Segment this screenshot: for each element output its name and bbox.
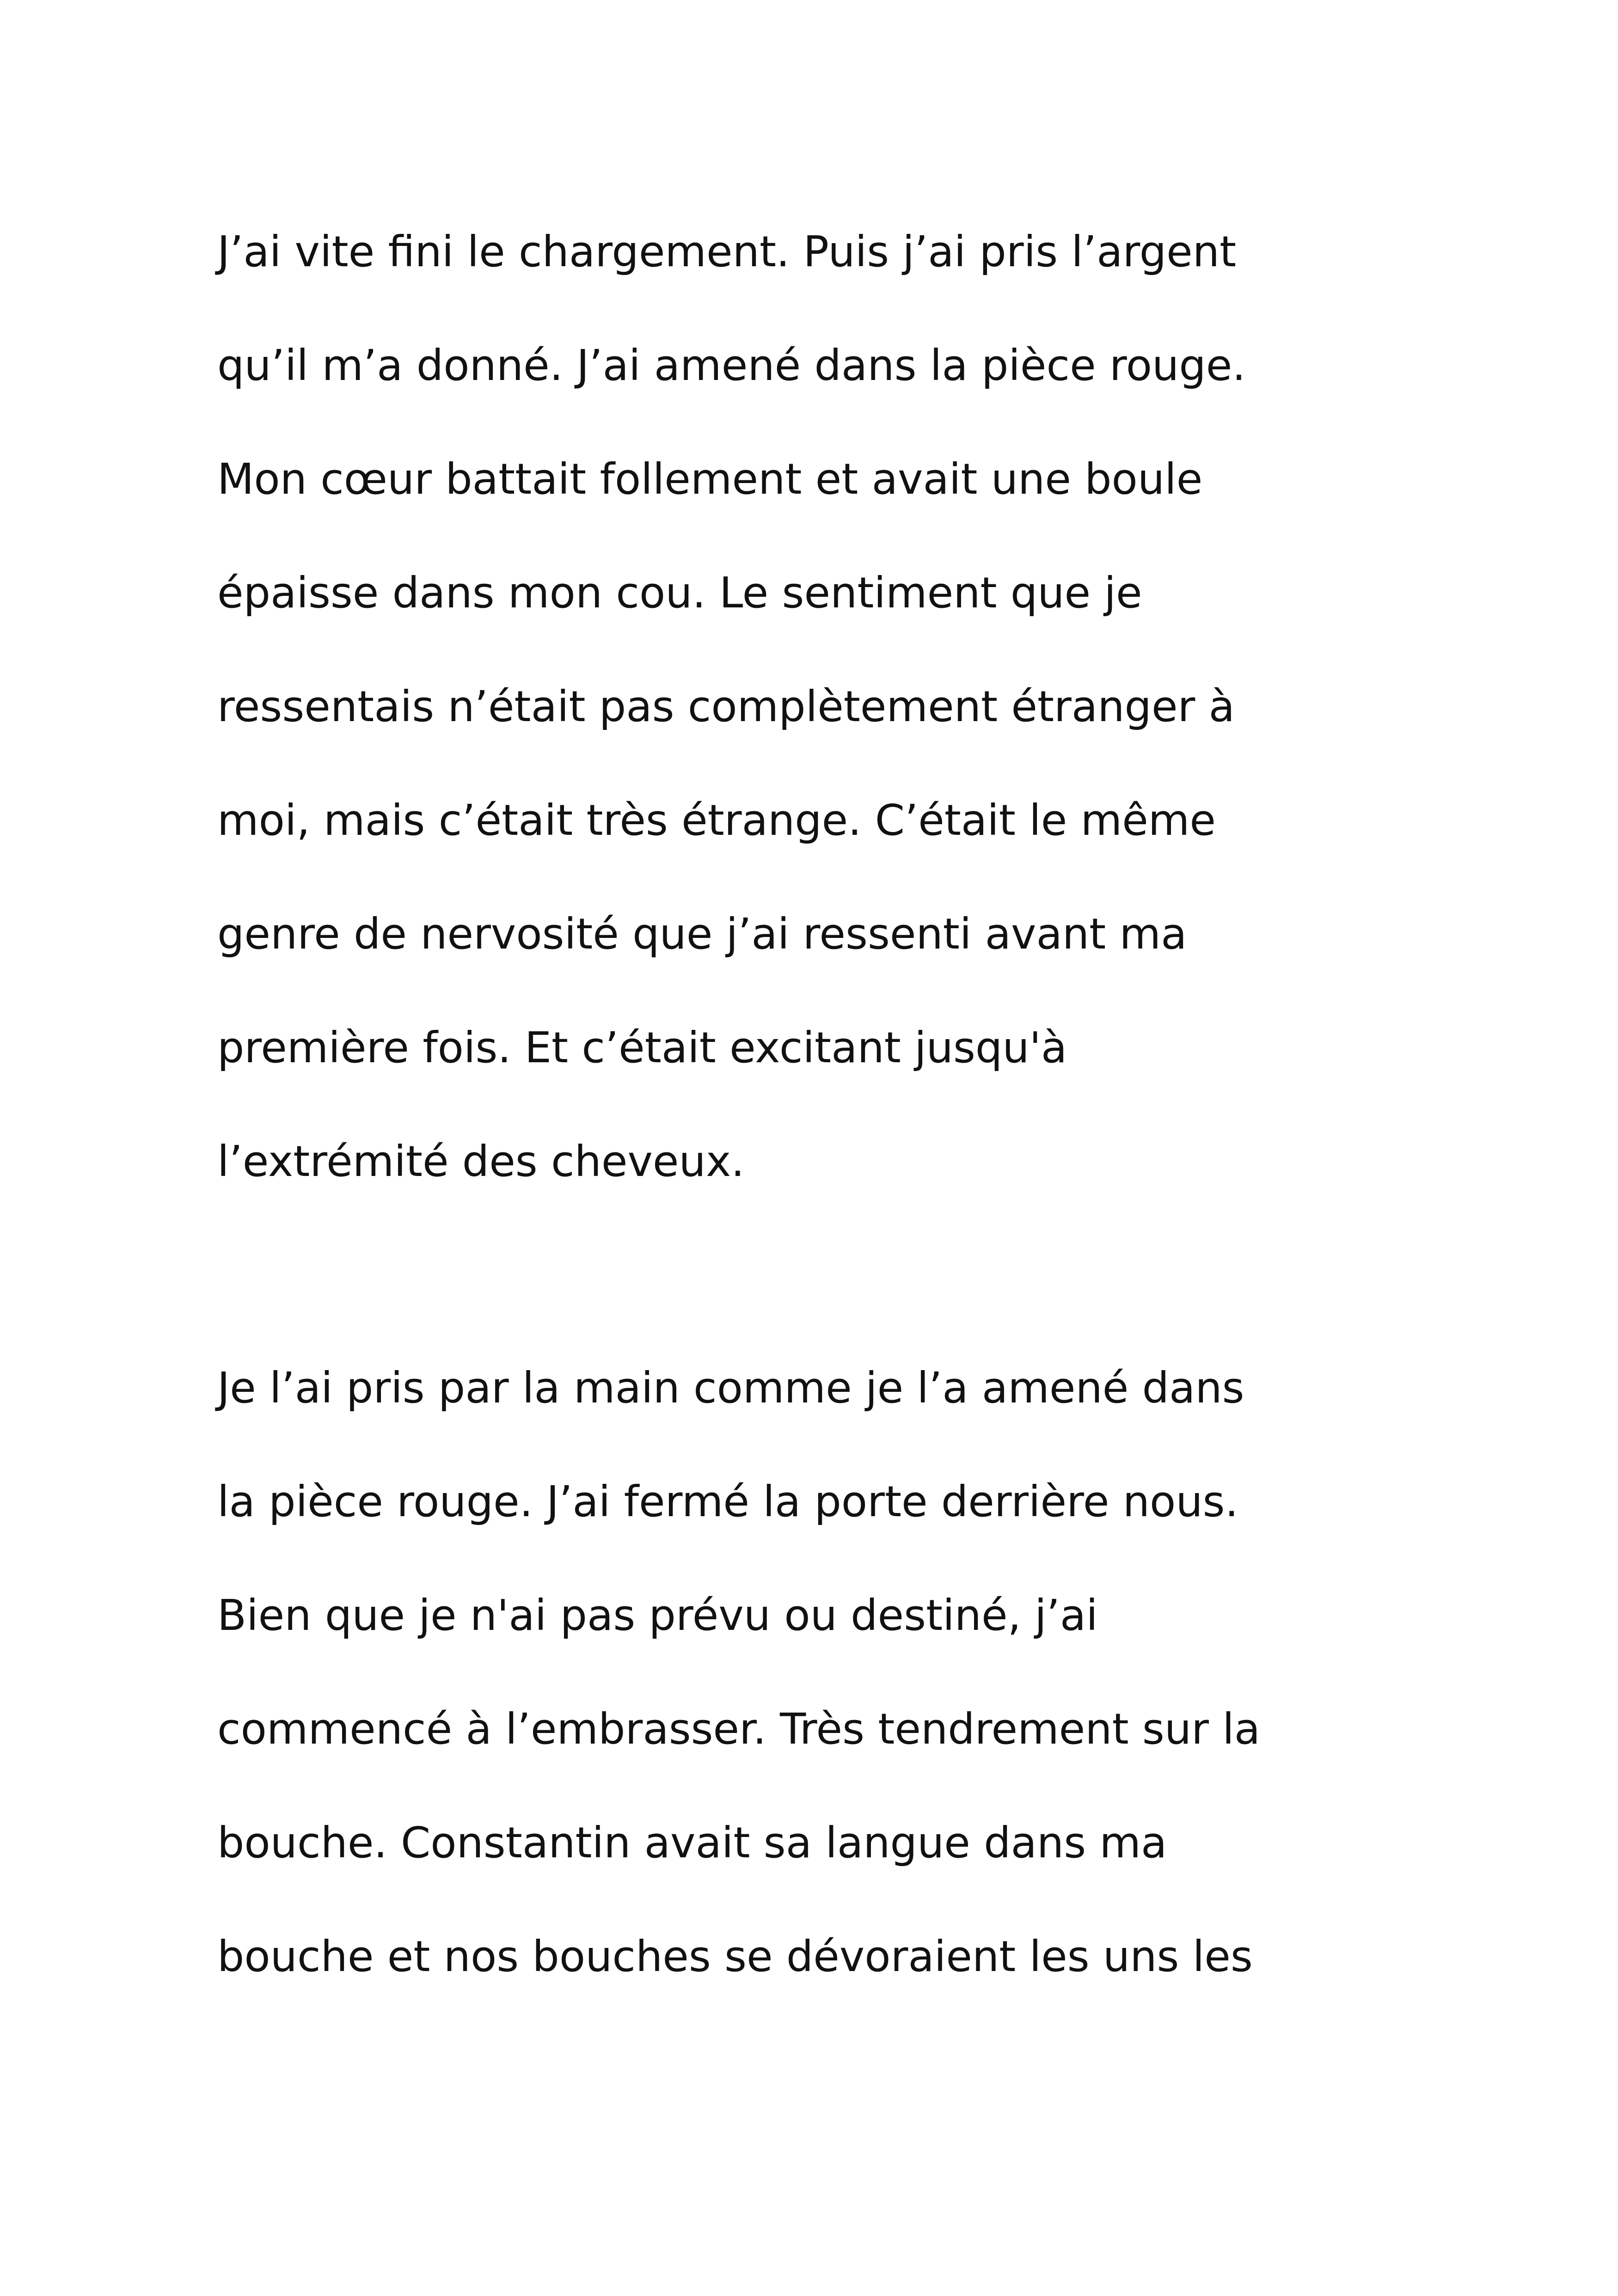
- text-line: Bien que je n'ai pas prévu ou destiné, j’ai: [217, 1591, 1098, 1640]
- text-line: J’ai vite fini le chargement. Puis j’ai pris l’argent: [217, 227, 1237, 276]
- text-line: commencé à l’embrasser. Très tendrement sur la: [217, 1704, 1261, 1754]
- text-line: bouche et nos bouches se dévoraient les uns les: [217, 1932, 1253, 1981]
- text-line: genre de nervosité que j’ai ressenti avant ma: [217, 909, 1187, 959]
- text-line: bouche. Constantin avait sa langue dans ma: [217, 1818, 1167, 1867]
- text-line: Mon cœur battait follement et avait une boule: [217, 454, 1203, 504]
- text-line: épaisse dans mon cou. Le sentiment que je: [217, 568, 1142, 618]
- text-line: première fois. Et c’était excitant jusqu'à: [217, 1023, 1067, 1072]
- text-line: Je l’ai pris par la main comme je l’a amené dans: [217, 1363, 1244, 1413]
- text-line: la pièce rouge. J’ai fermé la porte derrière nous.: [217, 1477, 1238, 1526]
- text-line: l’extrémité des cheveux.: [217, 1137, 745, 1186]
- text-line: qu’il m’a donné. J’ai amené dans la pièce rouge.: [217, 341, 1246, 390]
- text-line: ressentais n’était pas complètement étranger à: [217, 682, 1235, 731]
- text-line: moi, mais c’était très étrange. C’était le même: [217, 796, 1216, 845]
